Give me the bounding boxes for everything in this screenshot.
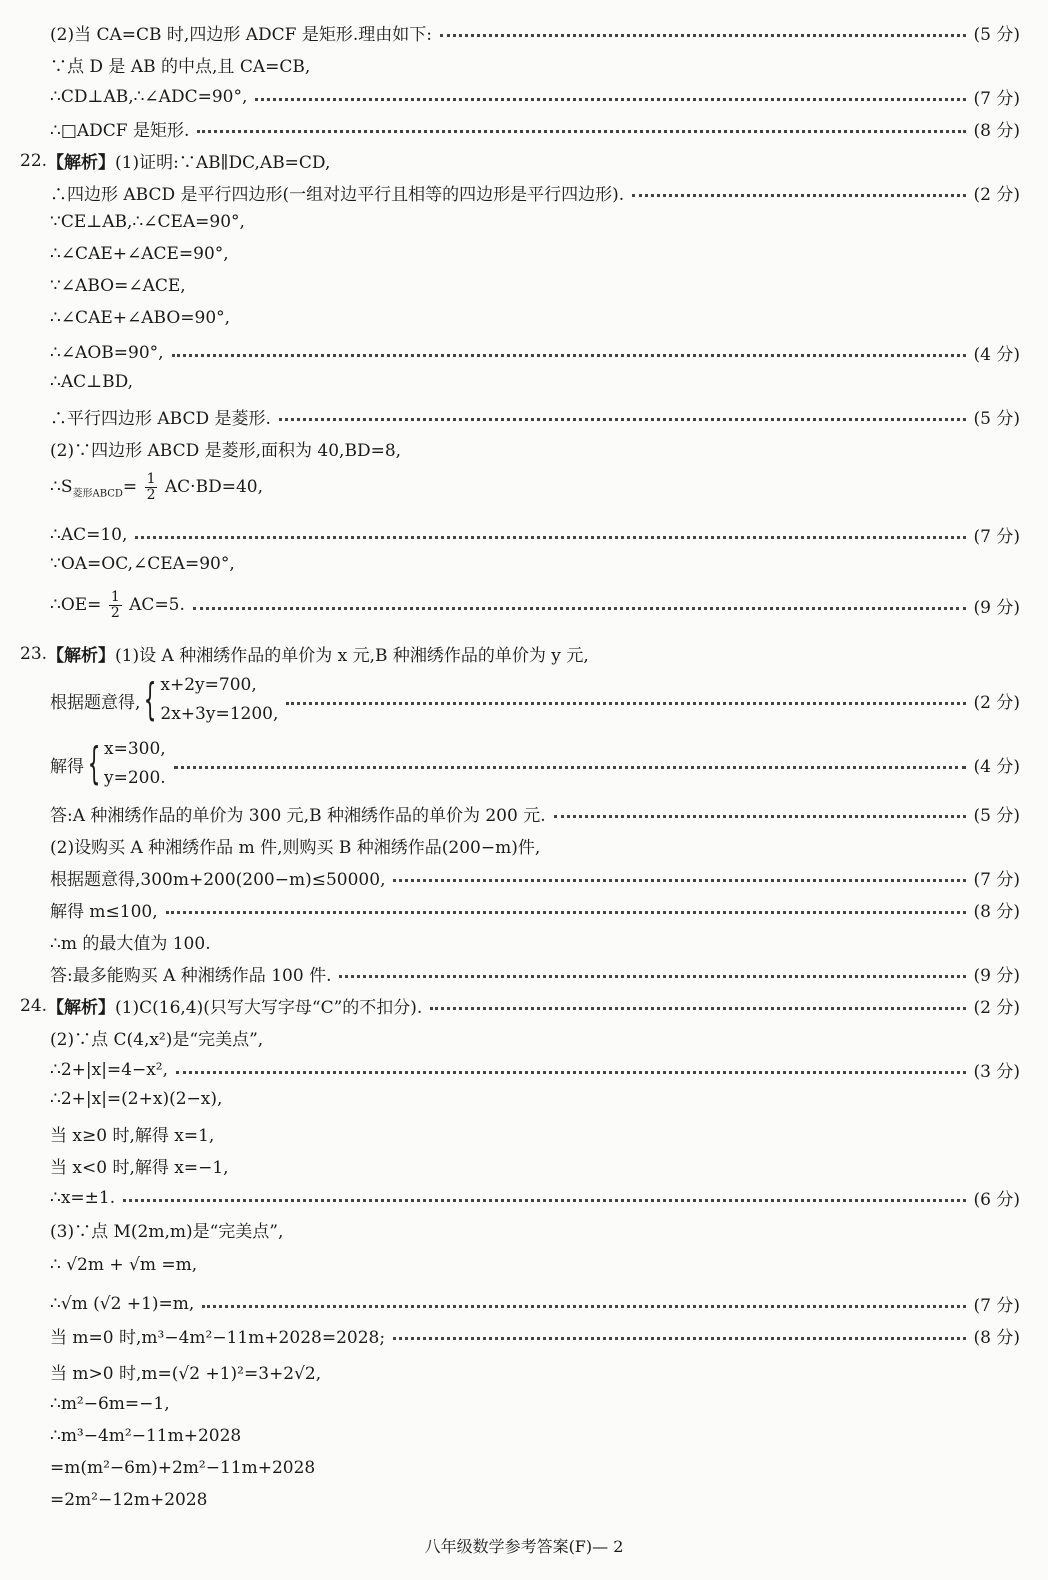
leader-dots (554, 815, 966, 818)
answer-line (50, 801, 1020, 826)
answer-line (50, 1121, 1020, 1146)
answer-line (50, 1291, 1020, 1316)
answer-text: ∵OA=OC,∠CEA=90°, (50, 554, 235, 574)
question-24-header (20, 993, 1020, 1018)
leader-dots (440, 34, 966, 37)
answer-text: (2)∵四边形 ABCD 是菱形,面积为 40,BD=8, (50, 441, 402, 461)
answer-text: (2)∵点 C(4,x²)是“完美点”, (50, 1030, 264, 1050)
fraction (109, 590, 122, 621)
answer-line (50, 340, 1020, 365)
answer-text: ∴ √2m + √m =m, (50, 1255, 198, 1275)
answer-line (50, 929, 1020, 954)
answer-text: ∴√m (√2 +1)=m, (50, 1293, 195, 1314)
formula-subscript: 菱形ABCD (72, 488, 123, 500)
answer-text: ∴m 的最大值为 100. (50, 934, 211, 954)
answer-line (50, 1458, 1020, 1478)
question-number: 24. (20, 995, 48, 1016)
answer-line (50, 84, 1020, 109)
solution-system-line (50, 735, 1020, 793)
answer-text: =2m²−12m+2028 (50, 1490, 208, 1510)
answer-text: 答:最多能购买 A 种湘绣作品 100 件. (50, 966, 332, 986)
score-label: (4 分) (973, 756, 1020, 777)
answer-line (50, 1426, 1020, 1446)
score-label: (2 分) (973, 998, 1020, 1018)
leader-dots (135, 536, 965, 539)
score-label: (6 分) (973, 1190, 1020, 1210)
equation-system (140, 671, 278, 729)
answer-text: ∴2+|x|=4−x², (50, 1059, 169, 1080)
leader-dots (176, 1071, 965, 1074)
leader-dots (255, 98, 965, 101)
answer-line (50, 212, 1020, 232)
score-label: (2 分) (973, 692, 1020, 713)
answer-text: ∴平行四边形 ABCD 是菱形. (50, 409, 271, 429)
area-formula-line (50, 472, 1020, 503)
answer-line (50, 244, 1020, 264)
leader-dots (339, 975, 965, 978)
answer-line (50, 1153, 1020, 1178)
score-label: (7 分) (973, 870, 1020, 890)
answer-text: 当 m>0 时,m=(√2 +1)²=3+2√2, (50, 1364, 322, 1384)
leader-dots (123, 1199, 965, 1202)
score-label: (4 分) (973, 345, 1020, 365)
leader-dots (286, 702, 965, 705)
answer-text: =m(m²−6m)+2m²−11m+2028 (50, 1458, 316, 1478)
leader-dots (393, 1337, 965, 1340)
fraction-denominator: 2 (146, 487, 156, 503)
answer-text: (1)证明:∵AB∥DC,AB=CD, (115, 153, 331, 173)
leader-dots (632, 194, 965, 197)
equation-row: 2x+3y=1200, (160, 704, 279, 724)
formula-prefix: ∴OE= (50, 595, 102, 615)
question-number: 22. (20, 150, 48, 171)
score-label: (5 分) (973, 409, 1020, 429)
page-footer: 八年级数学参考答案(F)— 2 (424, 1537, 624, 1556)
formula-equals: = (122, 477, 138, 497)
fraction (145, 472, 158, 503)
answer-text: ∵CE⊥AB,∴∠CEA=90°, (50, 212, 245, 232)
score-label: (9 分) (973, 966, 1020, 986)
leader-dots (202, 1305, 965, 1308)
answer-line (50, 1359, 1020, 1384)
analysis-tag: 【解析】 (47, 153, 116, 173)
leader-dots (393, 879, 965, 882)
fraction-denominator: 2 (110, 605, 120, 621)
leader-dots (430, 1007, 965, 1010)
answer-line (50, 436, 1020, 461)
analysis-tag: 【解析】 (47, 998, 116, 1018)
question-23-header (20, 641, 1020, 666)
leader-dots (279, 418, 966, 421)
score-label: (8 分) (973, 902, 1020, 922)
score-label: (9 分) (973, 598, 1020, 618)
answer-line (50, 522, 1020, 547)
answer-text: ∴AC⊥BD, (50, 372, 134, 392)
answer-text: 当 x≥0 时,解得 x=1, (50, 1126, 215, 1146)
equation-row: x=300, (104, 739, 166, 759)
formula-prefix: ∴S (50, 477, 73, 497)
answer-line (50, 1089, 1020, 1109)
leader-dots (193, 607, 966, 610)
answer-text: (3)∵点 M(2m,m)是“完美点”, (50, 1222, 284, 1242)
answer-text: ∴m²−6m=−1, (50, 1394, 170, 1414)
question-22-header (20, 148, 1020, 173)
answer-line (50, 116, 1020, 141)
answer-text: ∴x=±1. (50, 1187, 116, 1208)
oe-formula-line (50, 590, 1020, 621)
leader-dots (174, 766, 966, 769)
answer-text: 解得 (50, 756, 84, 777)
answer-text: ∴□ADCF 是矩形. (50, 121, 190, 141)
answer-text: ∵点 D 是 AB 的中点,且 CA=CB, (50, 57, 311, 77)
score-label: (2 分) (973, 185, 1020, 205)
leader-dots (172, 354, 966, 357)
score-label: (8 分) (973, 121, 1020, 141)
answer-line (50, 308, 1020, 328)
answer-text: ∴∠CAE+∠ABO=90°, (50, 308, 231, 328)
equation-system (84, 735, 166, 793)
answer-line (50, 20, 1020, 45)
answer-text: ∴m³−4m²−11m+2028 (50, 1426, 242, 1446)
score-label: (5 分) (973, 25, 1020, 45)
answer-text: (1)设 A 种湘绣作品的单价为 x 元,B 种湘绣作品的单价为 y 元, (115, 646, 589, 666)
score-label: (7 分) (973, 527, 1020, 547)
equation-row: x+2y=700, (160, 675, 257, 695)
answer-line (50, 1255, 1020, 1275)
answer-text: 当 x<0 时,解得 x=−1, (50, 1158, 229, 1178)
score-label: (3 分) (973, 1062, 1020, 1082)
answer-line (50, 1025, 1020, 1050)
answer-text: 根据题意得,300m+200(200−m)≤50000, (50, 870, 386, 890)
answer-text: 当 m=0 时,m³−4m²−11m+2028=2028; (50, 1328, 386, 1348)
answer-text: ∴AC=10, (50, 524, 128, 545)
answer-text: (1)C(16,4)(只写大写字母“C”的不扣分). (115, 998, 423, 1018)
answer-text: ∴四边形 ABCD 是平行四边形(一组对边平行且相等的四边形是平行四边形). (50, 185, 625, 205)
answer-text: 解得 m≤100, (50, 902, 158, 922)
answer-text: 根据题意得, (50, 692, 141, 713)
equation-row: y=200. (104, 768, 166, 788)
answer-line (50, 1490, 1020, 1510)
answer-line (50, 865, 1020, 890)
answer-line (50, 1394, 1020, 1414)
answer-text: ∴∠AOB=90°, (50, 342, 164, 363)
answer-text: 答:A 种湘绣作品的单价为 300 元,B 种湘绣作品的单价为 200 元. (50, 806, 546, 826)
equation-system-line (50, 671, 1020, 729)
answer-line (50, 404, 1020, 429)
answer-text: ∵∠ABO=∠ACE, (50, 276, 186, 296)
leader-dots (197, 130, 965, 133)
analysis-tag: 【解析】 (47, 646, 116, 666)
answer-text: (2)当 CA=CB 时,四边形 ADCF 是矩形.理由如下: (50, 25, 432, 45)
score-label: (7 分) (973, 89, 1020, 109)
answer-line (50, 372, 1020, 392)
answer-line (50, 1185, 1020, 1210)
answer-text: ∴2+|x|=(2+x)(2−x), (50, 1089, 223, 1109)
answer-text: (2)设购买 A 种湘绣作品 m 件,则购买 B 种湘绣作品(200−m)件, (50, 838, 541, 858)
brace-icon: { (144, 674, 157, 725)
brace-icon: { (87, 738, 101, 789)
answer-line (50, 961, 1020, 986)
fraction-numerator: 1 (110, 589, 120, 605)
answer-line (50, 52, 1020, 77)
answer-line (50, 833, 1020, 858)
answer-line (50, 1057, 1020, 1082)
question-number: 23. (20, 643, 48, 664)
answer-line (50, 180, 1020, 205)
answer-line (50, 1217, 1020, 1242)
formula-suffix: AC=5. (129, 595, 185, 615)
answer-line (50, 1323, 1020, 1348)
formula-suffix: AC·BD=40, (164, 477, 263, 497)
score-label: (7 分) (973, 1296, 1020, 1316)
answer-line (50, 276, 1020, 296)
leader-dots (166, 911, 966, 914)
answer-text: ∴∠CAE+∠ACE=90°, (50, 244, 229, 264)
score-label: (5 分) (973, 806, 1020, 826)
answer-text: ∴CD⊥AB,∴∠ADC=90°, (50, 86, 248, 107)
score-label: (8 分) (973, 1328, 1020, 1348)
fraction-numerator: 1 (146, 471, 156, 487)
answer-line (50, 554, 1020, 574)
answer-line (50, 897, 1020, 922)
